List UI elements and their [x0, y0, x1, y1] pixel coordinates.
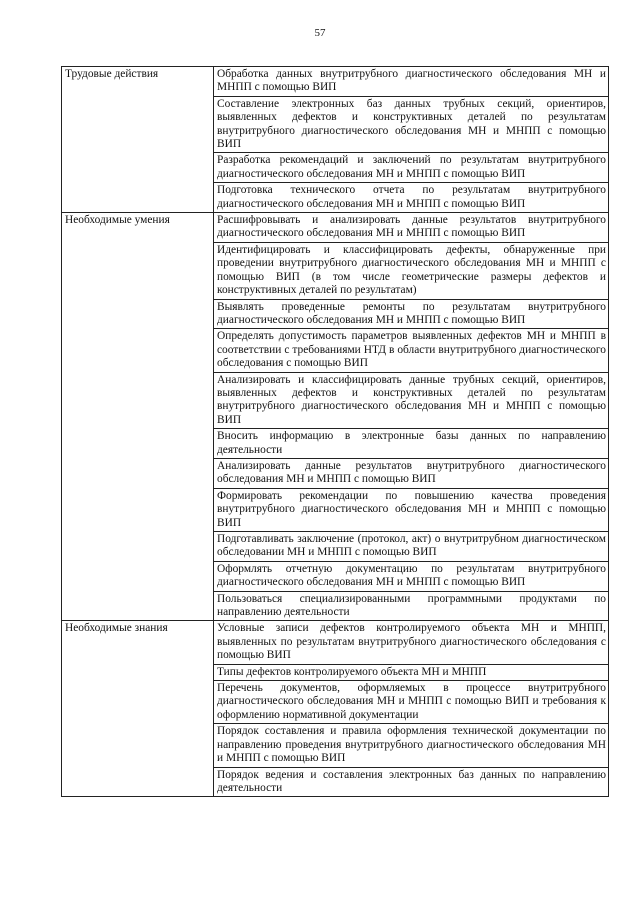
section-label-required-skills: Необходимые умения	[62, 213, 214, 621]
labor-action-item: Составление электронных баз данных трубных секций, ориентиров, выявленных дефектов и конструктивных деталей по результатам внутритрубного диагностического обследования МН и МНПП с помощью ВИП	[214, 96, 609, 153]
knowledge-item: Типы дефектов контролируемого объекта МН и МНПП	[214, 664, 609, 680]
skill-item: Расшифровывать и анализировать данные результатов внутритрубного диагностического обследования МН и МНПП с помощью ВИП	[214, 213, 609, 243]
skill-item: Пользоваться специализированными программными продуктами по направлению деятельности	[214, 591, 609, 621]
labor-action-item: Подготовка технического отчета по результатам внутритрубного диагностического обследования МН и МНПП с помощью ВИП	[214, 183, 609, 213]
section-label-labor-actions: Трудовые действия	[62, 67, 214, 213]
table-row	[62, 67, 609, 97]
knowledge-item: Порядок ведения и составления электронных баз данных по направлению деятельности	[214, 767, 609, 797]
skill-item: Оформлять отчетную документацию по результатам внутритрубного диагностического обследования МН и МНПП с помощью ВИП	[214, 561, 609, 591]
skill-item: Анализировать данные результатов внутритрубного диагностического обследования МН и МНПП с помощью ВИП	[214, 458, 609, 488]
knowledge-item: Порядок составления и правила оформления технической документации по направлению проведения внутритрубного диагностического обследования МН и МНПП с помощью ВИП	[214, 724, 609, 767]
section-label-required-knowledge: Необходимые знания	[62, 621, 214, 797]
table-row	[62, 213, 609, 243]
page-number: 57	[314, 27, 326, 39]
requirements-table	[61, 66, 609, 797]
table-row	[62, 621, 609, 664]
skill-item: Определять допустимость параметров выявленных дефектов МН и МНПП в соответствии с требованиями НТД в области внутритрубного диагностического обследования с помощью ВИП	[214, 329, 609, 372]
skill-item: Идентифицировать и классифицировать дефекты, обнаруженные при проведении внутритрубного диагностического обследования МН и МНПП с помощью ВИП (в том числе геометрические размеры дефектов и конструктивных деталей по результатам)	[214, 242, 609, 299]
skill-item: Анализировать и классифицировать данные трубных секций, ориентиров, выявленных дефектов и конструктивных деталей по результатам внутритрубного диагностического обследования МН и МНПП с помощью ВИП	[214, 372, 609, 429]
knowledge-item: Перечень документов, оформляемых в процессе внутритрубного диагностического обследования МН и МНПП с помощью ВИП и требования к оформлению нормативной документации	[214, 681, 609, 724]
labor-action-item: Разработка рекомендаций и заключений по результатам внутритрубного диагностического обследования МН и МНПП с помощью ВИП	[214, 153, 609, 183]
labor-action-item: Обработка данных внутритрубного диагностического обследования МН и МНПП с помощью ВИП	[214, 67, 609, 97]
knowledge-item: Условные записи дефектов контролируемого объекта МН и МНПП, выявленных по результатам внутритрубного диагностического обследования с помощью ВИП	[214, 621, 609, 664]
skill-item: Вносить информацию в электронные базы данных по направлению деятельности	[214, 429, 609, 459]
skill-item: Подготавливать заключение (протокол, акт) о внутритрубном диагностическом обследовании МН и МНПП с помощью ВИП	[214, 532, 609, 562]
skill-item: Выявлять проведенные ремонты по результатам внутритрубного диагностического обследования МН и МНПП с помощью ВИП	[214, 299, 609, 329]
skill-item: Формировать рекомендации по повышению качества проведения внутритрубного диагностического обследования МН и МНПП с помощью ВИП	[214, 488, 609, 531]
